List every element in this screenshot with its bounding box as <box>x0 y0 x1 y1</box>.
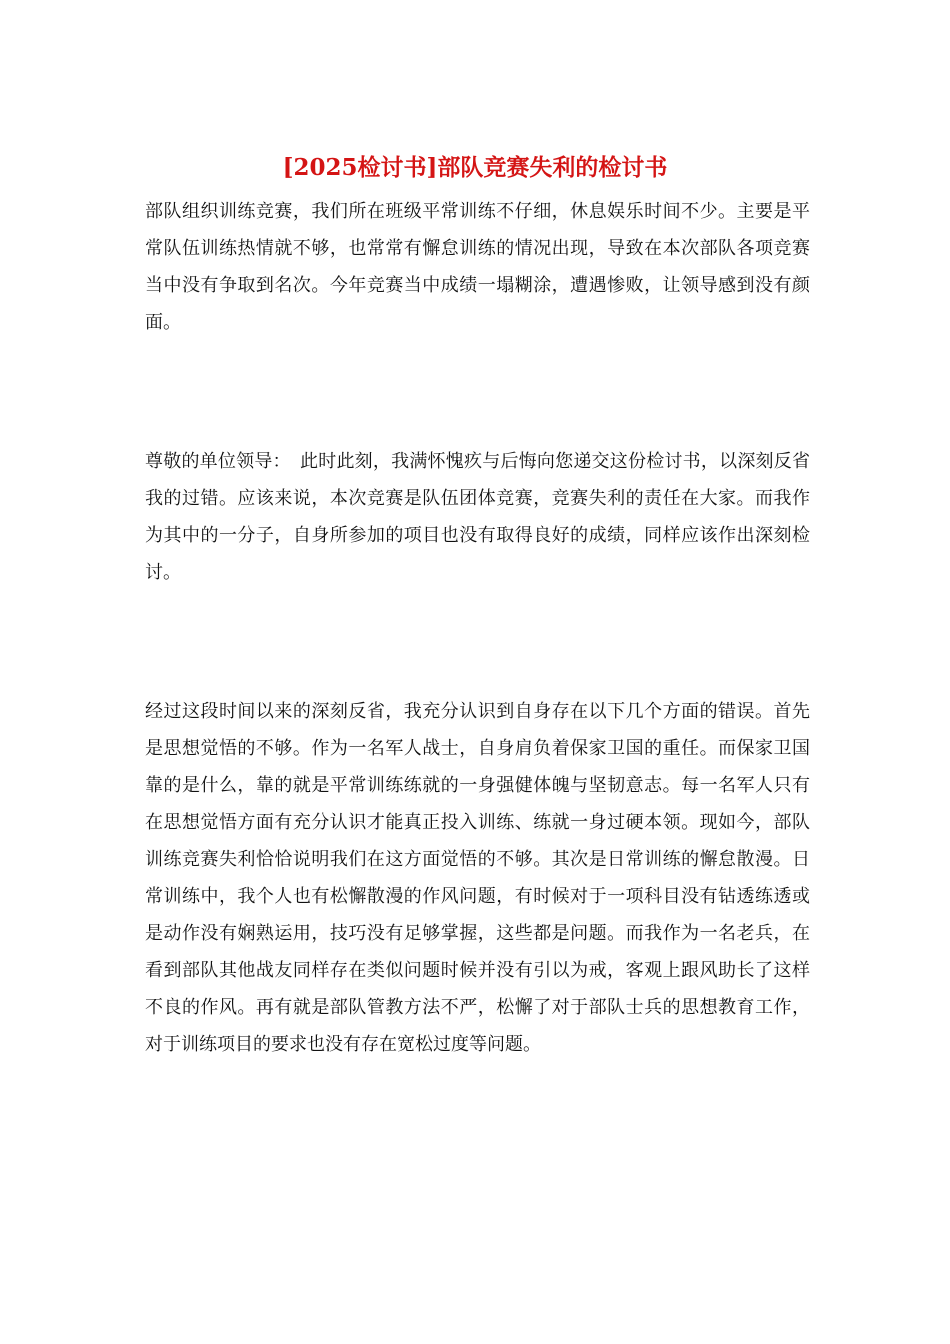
paragraph-intro: 部队组织训练竞赛，我们所在班级平常训练不仔细，休息娱乐时间不少。主要是平常队伍训练热情就不够，也常常有懈怠训练的情况出现，导致在本次部队各项竞赛当中没有争取到名次。今年竞赛当中成绩一塌糊涂，遭遇惨败，让领导感到没有颜面。 <box>145 201 810 333</box>
document-title: [2025检讨书]部队竞赛失利的检讨书 <box>282 154 668 181</box>
paragraph-reflection: 经过这段时间以来的深刻反省，我充分认识到自身存在以下几个方面的错误。首先是思想觉悟的不够。作为一名军人战士，自身肩负着保家卫国的重任。而保家卫国靠的是什么，靠的就是平常训练练就的一身强健体魄与坚韧意志。每一名军人只有在思想觉悟方面有充分认识才能真正投入训练、练就一身过硬本领。现如今，部队训练竞赛失利恰恰说明我们在这方面觉悟的不够。其次是日常训练的懈怠散漫。日常训练中，我个人也有松懈散漫的作风问题，有时候对于一项科目没有钻透练透或是动作没有娴熟运用，技巧没有足够掌握，这些都是问题。而我作为一名老兵，在看到部队其他战友同样存在类似问题时候并没有引以为戒，客观上跟风助长了这样不良的作风。再有就是部队管教方法不严，松懈了对于部队士兵的思想教育工作，对于训练项目的要求也没有存在宽松过度等问题。 <box>145 701 810 1055</box>
paragraph-salutation: 尊敬的单位领导： 此时此刻，我满怀愧疚与后悔向您递交这份检讨书，以深刻反省我的过错。应该来说，本次竞赛是队伍团体竞赛，竞赛失利的责任在大家。而我作为其中的一分子，自身所参加的项目也没有取得良好的成绩，同样应该作出深刻检讨。 <box>145 451 810 583</box>
